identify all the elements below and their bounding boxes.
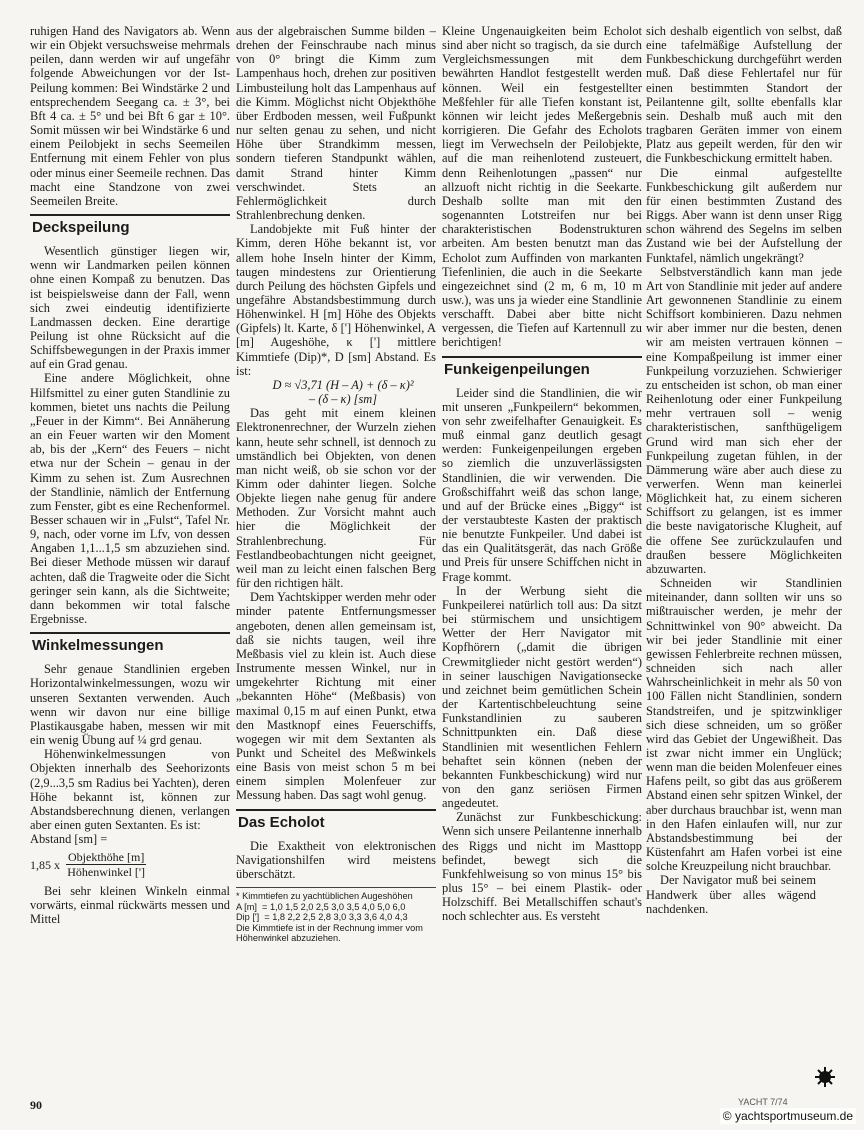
paragraph: Schneiden wir Standlinien miteinander, dann sollten wir uns so mißtrauischer werden, je mehr der Schnittwinkel von 90° abweicht. Da wir bei jeder Standlinie mit einer gewissen Fehlerbreite rechnen müssen, schneiden sich nach aller Wahrscheinlichkeit in mehr als 50 von 100 Fällen nicht Standlinien, sondern Standstreifen, und je spitzwinkliger sich diese schneiden, um so größer wird das Gebiet der Ungewißheit. Das ist zwar nicht immer ein Unglück; wenn man die beiden Molenfeuer eines Hafens peilt, so gibt das aus größerem Abstand einen sehr spitzen Winkel, der aber durchaus brauchbar ist, wenn man in den Hafen einlaufen will, nur zur Abstandsbestimmung bei der Küstenfahrt am Hafen vorbei ist eine solche Kreuzpeilung nicht brauchbar.	[646, 576, 842, 874]
section-heading-deckspeilung: Deckspeilung	[30, 214, 230, 239]
formula-factor: 1,85 x	[30, 857, 60, 872]
paragraph: Selbstverständlich kann man jede Art von Standlinie mit jeder auf andere Art gewonnenen Standlinie zu einem Schiffsort kombinieren. Dazu nehmen wir aber immer nur die besten, denen wir am meisten vertrauen können – eine Kompaßpeilung ist immer einer Funkpeilung vorzuziehen. Schwieriger zu entscheiden ist schon, ob man einer Reihenlotung oder einer Funkpeilung mehr vertrauen soll – wenig charakteristischen, sanfthügeligem Grund wird man sich eher der Funkpeilung zugetan fühlen, in der Dämmerung wäre aber auch diese zu verwerfen. Wenn man keinerlei Möglichkeit hat, zu einem sicheren Schiffsort zu gelangen, ist es immer die beste navigatorische Klugheit, auf die offene See zurückzulaufen und draußen bessere Möglichkeiten abzuwarten.	[646, 264, 842, 576]
paragraph: Kleine Ungenauigkeiten beim Echolot sind aber nicht so tragisch, da sie durch Vergleichsmessungen mit dem bewährten Handlot festgestellt werden können. Weil ein festgestellter Meßfehler für alle Tiefen konstant ist, können wir leicht jedes Meßergebnis korrigieren. Die Gefahr des Echolots liegt im Verwechseln der Peilobjekte, auf die man reihenlotend zusteuert, denn Reihenlotungen „passen“ nur allzuoft nicht richtig in die Seekarte. Deshalb sollte man mit den sogenannten Lotstreifen nur bei charakteristischen Bodenstrukturen arbeiten. Am besten benutzt man das Echolot zum Auffinden von markanten Tiefenlinien, die auch in die Seekarte eingezeichnet sind (2 m, 6 m, 10 m usw.), was uns ja wieder eine Standlinie verschafft. Dabei aber bitte nicht vergessen, die Tiefen auf Kartennull zu berichtigen!	[442, 24, 642, 350]
column-4	[646, 24, 842, 916]
paragraph: Zunächst zur Funkbeschickung: Wenn sich unsere Peilantenne innerhalb des Riggs und nicht im Masttopp befindet, bewegt sich die Funkfehlweisung so von minus 15° bis plus 15° – bei einem Plastik- oder Holzschiff. Bei Metallschiffen schaut's noch schlechter aus. Es versteht	[442, 810, 642, 924]
paragraph: Höhenwinkelmessungen von Objekten innerhalb des Seehorizonts (2,9...3,5 sm Radius bei Yachten), deren Höhe bekannt ist, können zur Abstandsberechnung dienen, verlangen aber einen guten Sextanten. Es ist:	[30, 747, 230, 832]
footnote-dip-row: Dip ['] = 1,8 2,2 2,5 2,8 3,0 3,3 3,6 4,0 4,3	[236, 912, 408, 923]
paragraph: Der Navigator muß bei seinem Handwerk über alles wägend nachdenken.	[646, 873, 816, 916]
paragraph: Sehr genaue Standlinien ergeben Horizontalwinkelmessungen, wozu wir unseren Sextanten verwenden. Auch wenn wir davon nur eine billige Plastikausgabe haben, messen wir mit ein wenig Übung auf ¼ grd genau.	[30, 662, 230, 748]
paragraph: Die einmal aufgestellte Funkbeschickung gilt außerdem nur für einen bestimmten Zustand des Riggs. Aber wann ist denn unser Rigg schon während des Segelns im selben Zustand wie bei der Aufstellung der Funktafel, nämlich ungekrängt?	[646, 165, 842, 265]
end-mark-icon	[814, 1066, 836, 1088]
distance-formula	[30, 850, 230, 879]
formula-fraction	[66, 850, 146, 879]
paragraph: Bei sehr kleinen Winkeln einmal vorwärts, einmal rückwärts messen und Mittel	[30, 883, 230, 926]
section-heading-winkelmessungen: Winkelmessungen	[30, 632, 230, 657]
paragraph: aus der algebraischen Summe bilden – drehen der Feinschraube nach minus von 0° bringt die Kimm zum Lampenhaus hoch, drehen zur positiven Limbusteilung holt das Lampenhaus auf die Kimm. Möglichst nicht Objekthöhe über Erdboden messen, weil Fußpunkt nur selten genau zu sehen, und nicht Höhe über Strandkimm messen, sondern tieferen Standpunkt wählen, damit Strand hinter Kimm verschwindet. Stets an Fehlermöglichkeit durch Strahlenbrechung denken.	[236, 24, 436, 223]
column-2	[236, 24, 436, 944]
paragraph: Das geht mit einem kleinen Elektronenrechner, der Wurzeln ziehen kann, heute sehr schnell, ist dennoch zu umständlich bei Objekten, von denen man nicht weiß, ob sie schon vor der Kimm oder dahinter liegen. Solche Objekte liegen nahe genug für andere Methoden. Zur Vorsicht mahnt auch hier die Möglichkeit der Strahlenbrechung. Für Festlandbeobachtungen nicht geeignet, weil man zu leicht einen falschen Berg für den richtigen hält.	[236, 406, 436, 591]
paragraph: Dem Yachtskipper werden mehr oder minder patente Entfernungsmesser angeboten, denen allen gemeinsam ist, daß sie nichts taugen, weil ihre Meßbasis viel zu klein ist. Auch diese Instrumente messen Winkel, nur in umgekehrter Richtung mit einer „bekannten Höhe“ (Meßbasis) von maximal 0,15 m auf einen Punkt, etwa den Mastknopf eines Feuerschiffs, wogegen wir mit dem Sextanten als Punkt und Scheitel des Meßwinkels eine Basis von meist schon 5 m bei einem simplen Molenfeuer zur Messung haben. Das sagt wohl genug.	[236, 590, 436, 803]
footnote-title: * Kimmtiefen zu yachtüblichen Augeshöhen	[236, 891, 413, 902]
issue-label: YACHT 7/74	[738, 1097, 788, 1107]
paragraph: Wesentlich günstiger liegen wir, wenn wir Landmarken peilen können ohne einen Kompaß zu benutzen. Das ist beispielsweise dann der Fall, wenn sich zwei eindeutig identifizierte Landmassen decken. Eine derartige Peilung ist ohne Rücksicht auf die Schiffsbewegungen in der Praxis immer auf ein Grad genau.	[30, 244, 230, 372]
fraction-denominator: Höhenwinkel [']	[67, 865, 146, 880]
paragraph: Eine andere Möglichkeit, ohne Hilfsmittel zu einer guten Standlinie zu kommen, bietet uns nachts die Peilung „Feuer in der Kimm“. Bei Annäherung an ein Feuer warten wir den Moment ab, bis der „Kern“ des Feuers – nicht etwa nur der Schein – genau in der Kimm zu sehen ist. Zum Ausrechnen der Standlinie, nämlich der Entfernung zum Fenster, gibt es eine Rechenformel. Besser schauen wir in „Fulst“, Tafel Nr. 9, nach, oder vorne im Lfv, von dessen Angaben 1,1...1,5 sm abzuziehen sind. Bei dieser Methode müssen wir darauf achten, daß die Tragweite oder die Sicht geringer sein kann, als die Sichtweite; dann bekommen wir total falsche Ergebnisse.	[30, 371, 230, 627]
column-1	[30, 24, 230, 926]
section-heading-echolot: Das Echolot	[236, 809, 436, 834]
formula-line-1: D ≈ √3,71 (H – A) + (δ – κ)²	[272, 377, 414, 392]
fraction-numerator: Objekthöhe [m]	[68, 850, 145, 865]
section-heading-funkeigenpeilungen: Funkeigenpeilungen	[442, 356, 642, 381]
column-3	[442, 24, 642, 924]
paragraph: ruhigen Hand des Navigators ab. Wenn wir ein Objekt versuchsweise mehrmals peilen, dann werden wir auf ungefähr folgende Abweichungen vor der Ist-Peilung kommen: Bei Windstärke 2 und entsprechendem Seegang ca. ± 3°, bei Bft 4 ca. ± 5° und bei Bft 6 gar ± 10°. Somit müssen wir bei Windstärke 6 und einem Peilobjekt in sechs Seemeilen Entfernung mit einem Fehler von plus oder minus einer Seemeile rechnen. Das macht eine Standzone von zwei Seemeilen Breite.	[30, 24, 230, 208]
paragraph: Die Exaktheit von elektronischen Navigationshilfen wird meistens überschätzt.	[236, 838, 436, 881]
page-number: 90	[30, 1098, 42, 1112]
formula-line-2: – (δ – κ) [sm]	[308, 392, 378, 407]
paragraph: sich deshalb eigentlich von selbst, daß eine tafelmäßige Aufstellung der Funkbeschickung durchgeführt werden muß. Daß diese Fehlertafel nur für einen bestimmten Standort der Peilantenne gilt, sollte ebenfalls klar sein. Deshalb muß auch mit den tragbaren Geräten immer von einem Platz aus gepeilt werden, für den wir die Funkbeschickung ermittelt haben.	[646, 24, 842, 166]
paragraph: Leider sind die Standlinien, die wir mit unseren „Funkpeilern“ bekommen, von sehr zweifelhafter Genauigkeit. Es muß einmal ganz deutlich gesagt werden: Funkeigenpeilungen ergeben so ziemlich die unzuverlässigsten Standlinien, die wir verwenden. Die Großschiffahrt weiß das schon lange, und auf der Brücke eines „Biggy“ ist der verstaubteste Kasten der praktisch nie benutzte Funkpeiler. Und dabei ist das ein Qualitätsgerät, das nach Größe und Preis für unsere Schiffchen nicht in Frage kommt.	[442, 385, 642, 584]
watermark: © yachtsportmuseum.de	[720, 1108, 856, 1124]
formula-lead: Abstand [sm] =	[30, 832, 108, 847]
paragraph: In der Werbung sieht die Funkpeilerei natürlich toll aus: Da sitzt bei stürmischem und unsichtigem Wetter der Herr Navigator mit Kopfhörern („damit die übrigen Crewmitglieder nicht gestört werden“) in seiner lauschigen Navigationsecke und zeichnet beim gemütlichen Schein der Kartentischbeleuchtung seine Funkstandlinien zu sauberen Schnittpunkten ein. Daß diese Standlinien mit wesentlichen Fehlern behaftet sein können (neben der bekannten Funkbeschickung) wird nur von den ganz seriösen Firmen angedeutet.	[442, 583, 642, 811]
paragraph: Landobjekte mit Fuß hinter der Kimm, deren Höhe bekannt ist, vor allem hohe Inseln hinter der Kimm, taugen mindestens zur Orientierung durch Peilung des höchsten Gipfels und ungefähre Abstandsbestimmung durch Höhenwinkel. H [m] Höhe des Objekts (Gipfels) lt. Karte, δ ['] Höhenwinkel, A [m] Augeshöhe, κ ['] mittlere Kimmtiefe (Dip)*, D [sm] Abstand. Es ist:	[236, 222, 436, 378]
footnote-augeshoehe-row: A [m] = 1,0 1,5 2,0 2,5 3,0 3,5 4,0 5,0 6,0	[236, 901, 406, 912]
footnote	[236, 887, 436, 944]
footnote-note: Die Kimmtiefe ist in der Rechnung immer vom Höhenwinkel abzuziehen.	[236, 922, 423, 944]
